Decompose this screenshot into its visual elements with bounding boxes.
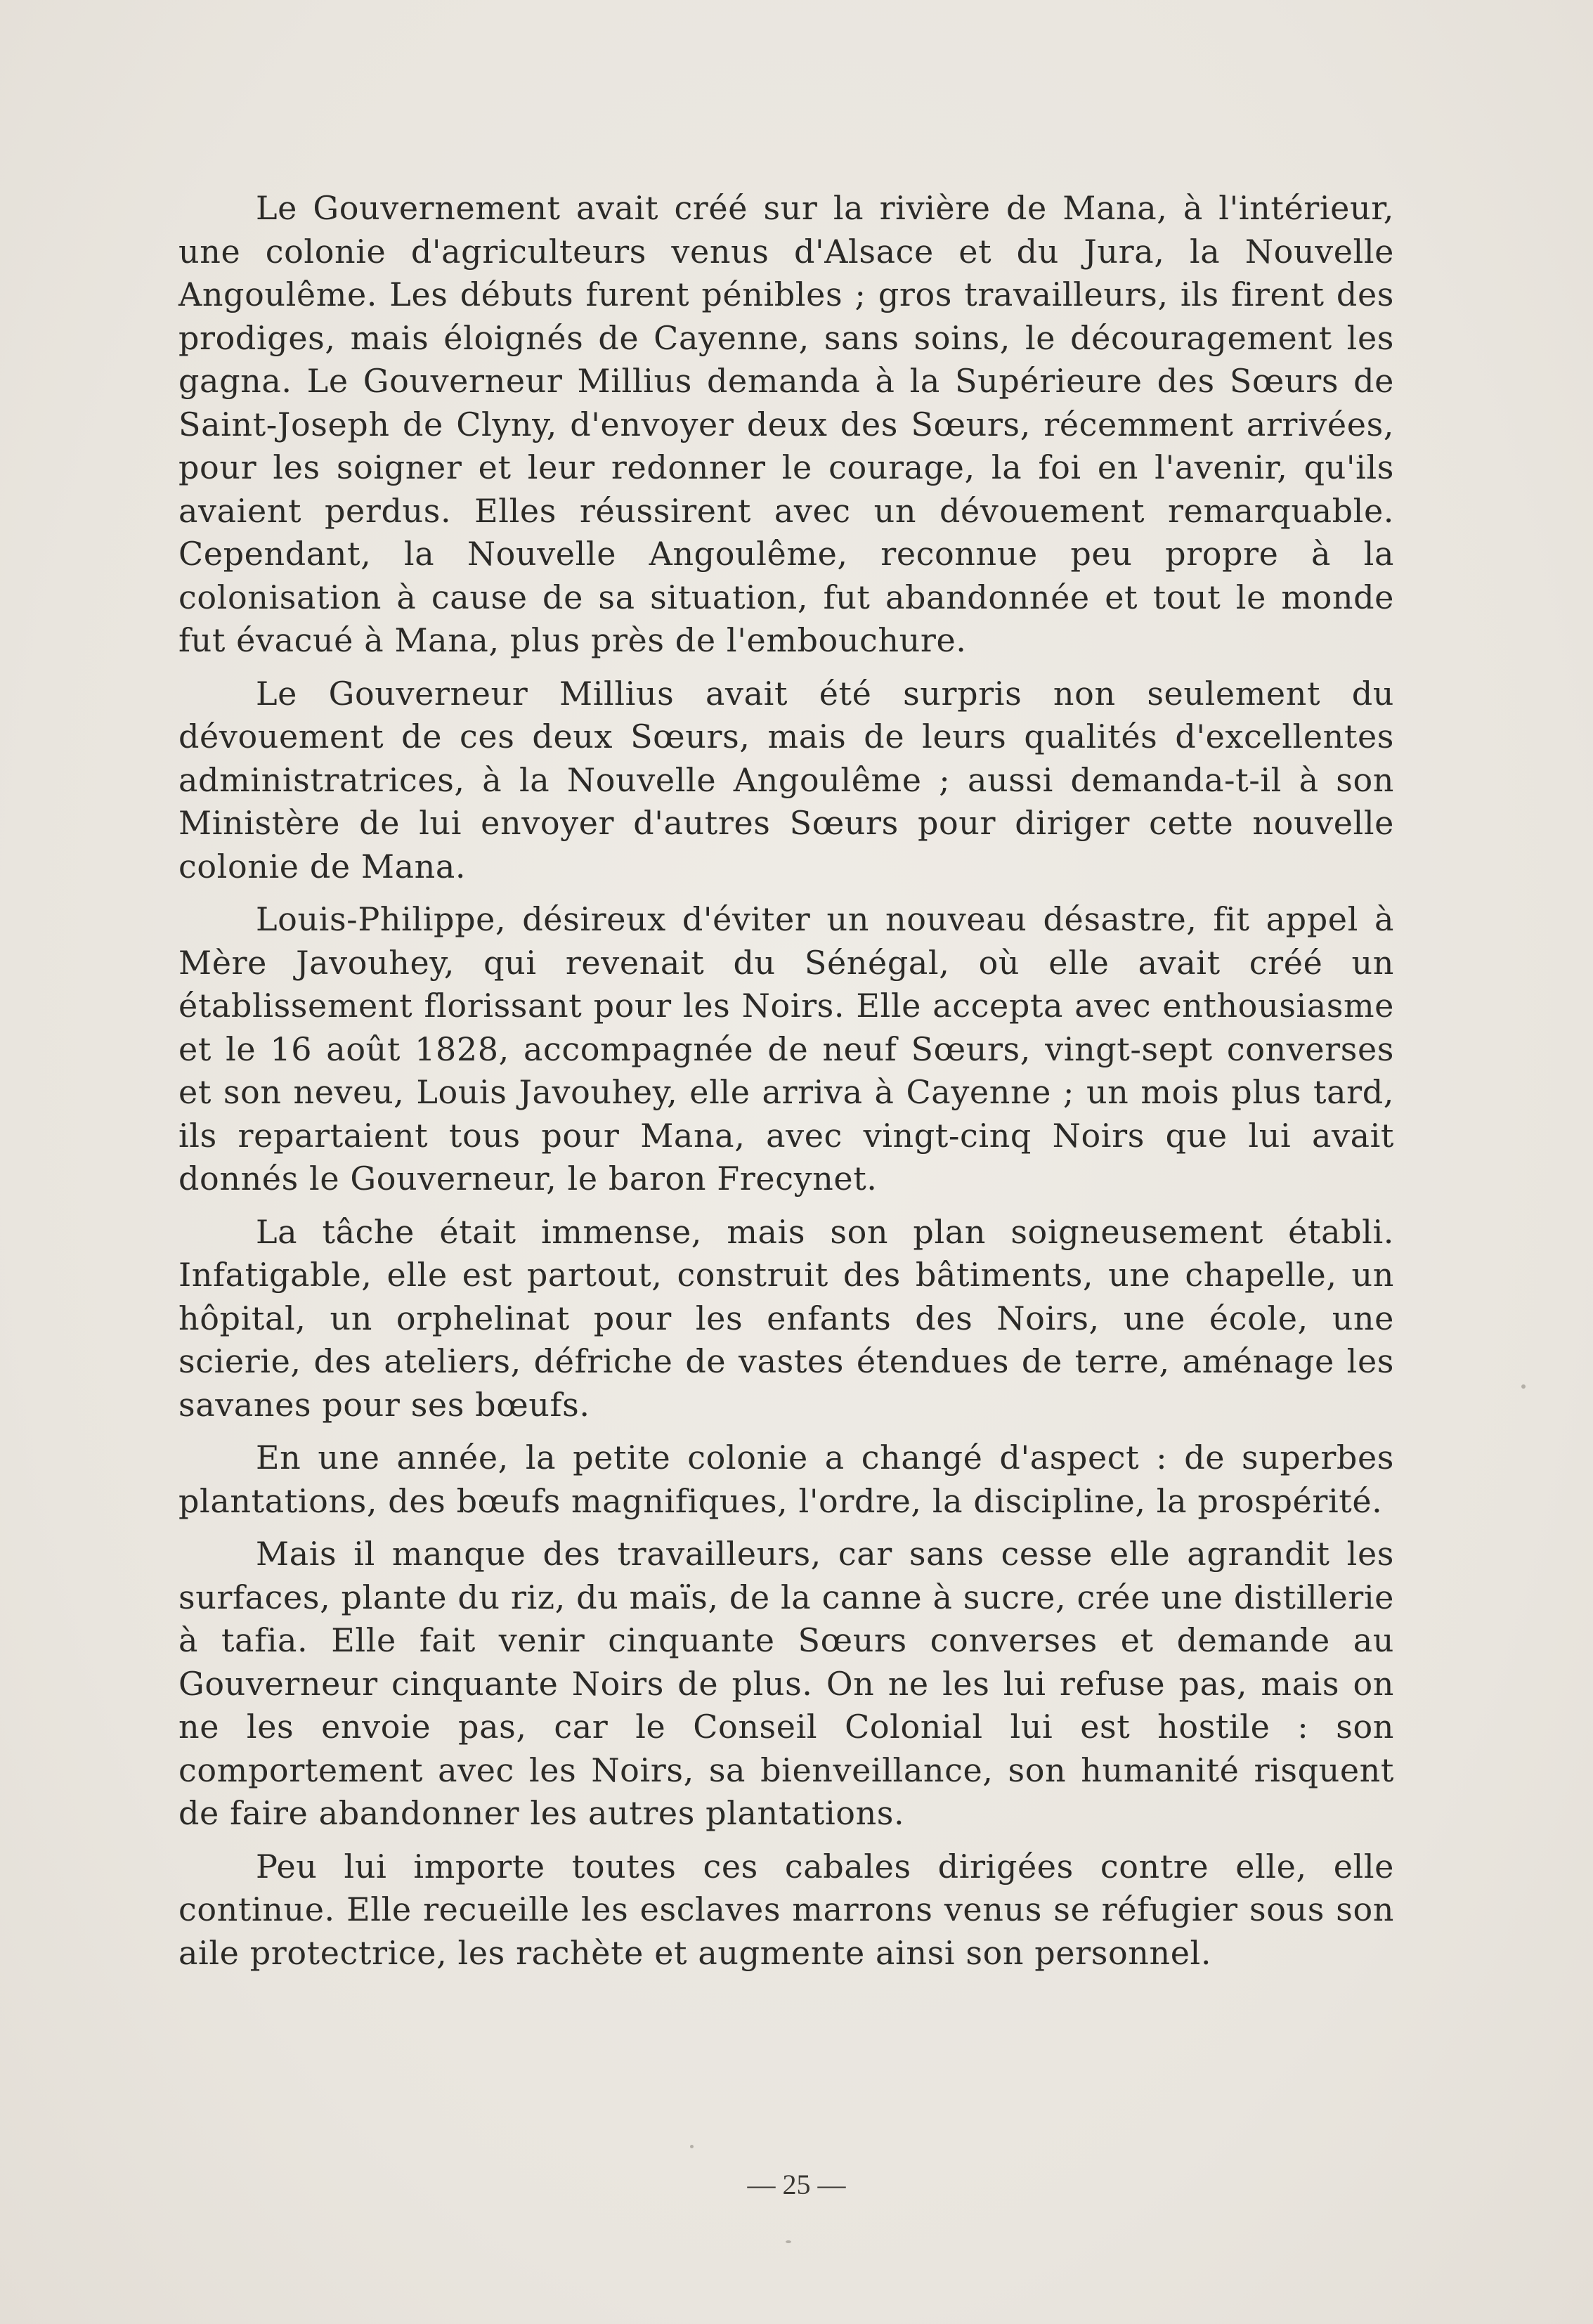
paragraph-3: Louis-Philippe, désireux d'éviter un nouveau désastre, fit appel à Mère Javouhey, qui revenait du Sénégal, où elle avait créé un établissement florissant pour les Noirs. Elle accepta avec enthousiasme et le 16 août 1828, accompagnée de neuf Sœurs, vingt-sept converses et son neveu, Louis Javouhey, elle arriva à Cayenne ; un mois plus tard, ils repartaient tous pour Mana, avec vingt-cinq Noirs que lui avait donnés le Gouverneur, le baron Frecynet.: [178, 900, 1394, 1197]
paper-speck: [1521, 1384, 1526, 1389]
paragraph-4: La tâche était immense, mais son plan soigneusement établi. Infatigable, elle est partout, construit des bâtiments, une chapelle, un hôpital, un orphelinat pour les enfants des Noirs, une école, une scierie, des ateliers, défriche de vastes étendues de terre, aménage les savanes pour ses bœufs.: [178, 1212, 1394, 1424]
paper-speck: [786, 2240, 791, 2243]
paragraph-6: Mais il manque des travailleurs, car sans cesse elle agrandit les surfaces, plante du riz, du maïs, de la canne à sucre, crée une distillerie à tafia. Elle fait venir cinquante Sœurs converses et demande au Gouverneur cinquante Noirs de plus. On ne les lui refuse pas, mais on ne les envoie pas, car le Conseil Colonial lui est hostile : son comportement avec les Noirs, sa bienveillance, son humanité risquent de faire abandonner les autres plantations.: [178, 1535, 1394, 1832]
paragraph-7: Peu lui importe toutes ces cabales dirigées contre elle, elle continue. Elle recueille les esclaves marrons venus se réfugier sous son aile protectrice, les rachète et augmente ainsi son personnel.: [178, 1847, 1394, 1972]
paragraph-1: Le Gouvernement avait créé sur la rivière de Mana, à l'intérieur, une colonie d'agriculteurs venus d'Alsace et du Jura, la Nouvelle Angoulême. Les débuts furent pénibles ; gros travailleurs, ils firent des prodiges, mais éloignés de Cayenne, sans soins, le découragement les gagna. Le Gouverneur Millius demanda à la Supérieure des Sœurs de Saint-Joseph de Clyny, d'envoyer deux des Sœurs, récemment arrivées, pour les soigner et leur redonner le courage, la foi en l'avenir, qu'ils avaient perdus. Elles réussirent avec un dévouement remarquable. Cependant, la Nouvelle Angoulême, reconnue peu propre à la colonisation à cause de sa situation, fut abandonnée et tout le monde fut évacué à Mana, plus près de l'embouchure.: [178, 189, 1394, 659]
body-text: [178, 187, 1394, 1985]
paragraph-2: Le Gouverneur Millius avait été surpris non seulement du dévouement de ces deux Sœurs, mais de leurs qualités d'excellentes administratrices, à la Nouvelle Angoulême ; aussi demanda-t-il à son Ministère de lui envoyer d'autres Sœurs pour diriger cette nouvelle colonie de Mana.: [178, 674, 1394, 885]
paragraph-5: En une année, la petite colonie a changé d'aspect : de superbes plantations, des bœufs magnifiques, l'ordre, la discipline, la prospérité.: [178, 1439, 1394, 1520]
paper-speck: [690, 2145, 694, 2148]
page-number: — 25 —: [747, 2169, 846, 2200]
